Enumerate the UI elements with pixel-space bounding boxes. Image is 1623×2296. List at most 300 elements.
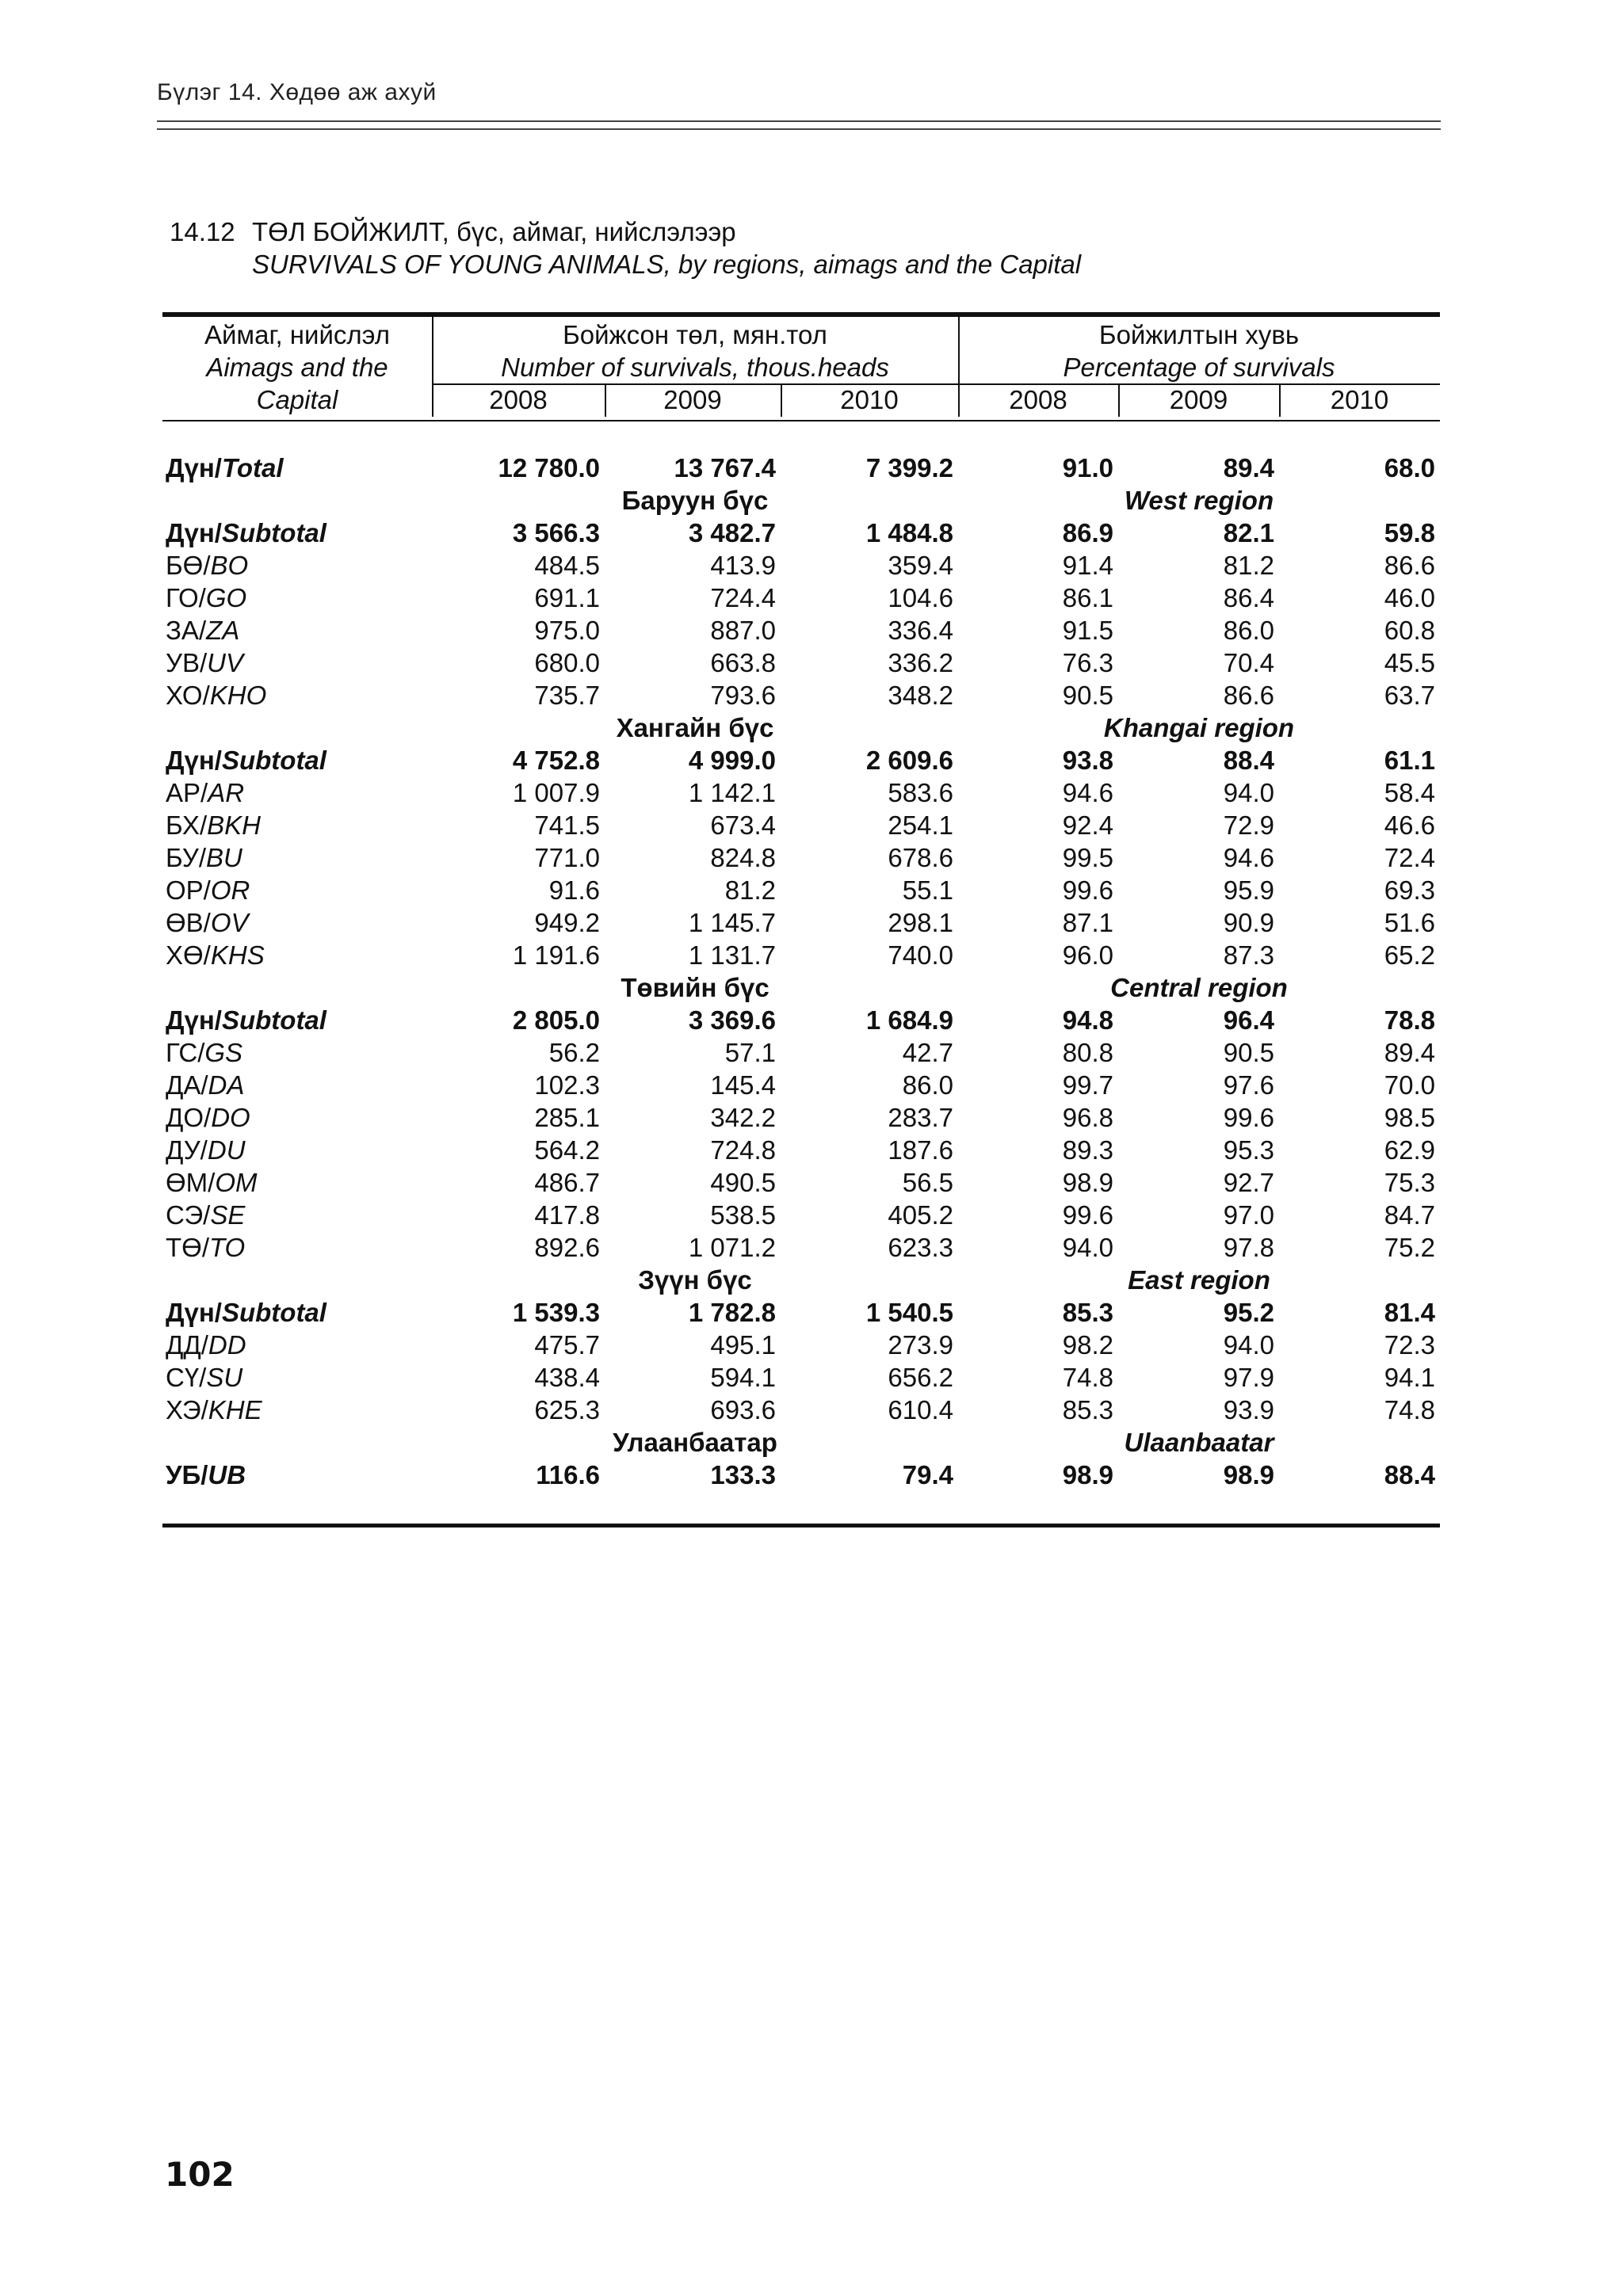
table-row xyxy=(162,1036,1440,1069)
value-cell: 348.2 xyxy=(888,681,953,710)
row-label xyxy=(162,1004,432,1036)
row-label-mn: ДА/ xyxy=(166,1070,208,1100)
value-cell: 663.8 xyxy=(710,648,776,677)
value-cell: 94.6 xyxy=(1223,843,1274,872)
value-cell: 72.3 xyxy=(1384,1330,1435,1360)
value-cell: 1 539.3 xyxy=(512,1298,600,1327)
value-cell: 1 131.7 xyxy=(688,940,776,970)
value-cell: 86.4 xyxy=(1223,583,1274,612)
value-cell: 90.9 xyxy=(1223,908,1274,937)
value-cell: 285.1 xyxy=(534,1103,600,1132)
row-label xyxy=(162,614,432,646)
value-cell: 4 752.8 xyxy=(512,746,600,775)
value-cell: 75.3 xyxy=(1384,1168,1435,1197)
value-cell: 45.5 xyxy=(1384,648,1435,677)
value-cell: 60.8 xyxy=(1384,616,1435,645)
row-label-en: DA xyxy=(208,1070,245,1100)
row-label-mn: ГО/ xyxy=(166,583,206,612)
value-cell: 678.6 xyxy=(888,843,953,872)
row-label xyxy=(162,1394,432,1426)
value-cell: 99.6 xyxy=(1223,1103,1274,1132)
region-name-mn: Баруун бүс xyxy=(621,486,769,515)
year-header: 2009 xyxy=(1169,385,1228,414)
value-cell: 81.4 xyxy=(1384,1298,1435,1327)
row-label-en: UB xyxy=(208,1460,246,1489)
year-header: 2010 xyxy=(1330,385,1389,414)
value-cell: 94.1 xyxy=(1384,1363,1435,1392)
row-label-mn: ХӨ/ xyxy=(166,940,211,970)
value-cell: 417.8 xyxy=(534,1200,600,1230)
table-number: 14.12 xyxy=(170,217,235,246)
value-cell: 58.4 xyxy=(1384,778,1435,807)
value-cell: 273.9 xyxy=(888,1330,953,1360)
value-cell: 1 782.8 xyxy=(688,1298,776,1327)
row-label xyxy=(162,1069,432,1101)
value-cell: 490.5 xyxy=(710,1168,776,1197)
running-head: Бүлэг 14. Хөдөө аж ахуй xyxy=(157,79,437,105)
value-cell: 691.1 xyxy=(534,583,600,612)
value-cell: 495.1 xyxy=(710,1330,776,1360)
value-cell: 484.5 xyxy=(534,551,600,580)
value-cell: 1 007.9 xyxy=(512,778,600,807)
value-cell: 80.8 xyxy=(1062,1038,1113,1067)
stub-mn: Аймаг, нийслэл xyxy=(204,320,391,349)
region-heading-row xyxy=(162,484,1440,517)
year-header: 2008 xyxy=(1009,385,1067,414)
value-cell: 892.6 xyxy=(534,1233,600,1262)
group2-en: Percentage of survivals xyxy=(1063,353,1335,382)
year-header: 2008 xyxy=(489,385,548,414)
row-label-mn: ДД/ xyxy=(166,1330,208,1360)
year-header: 2009 xyxy=(663,385,722,414)
row-label-en: ZA xyxy=(206,616,240,645)
row-label-en: BKH xyxy=(207,810,261,840)
value-cell: 61.1 xyxy=(1384,746,1435,775)
value-cell: 486.7 xyxy=(534,1168,600,1197)
value-cell: 97.9 xyxy=(1223,1363,1274,1392)
row-label xyxy=(162,1296,432,1329)
region-name-en: East region xyxy=(1128,1265,1270,1295)
value-cell: 98.2 xyxy=(1062,1330,1113,1360)
total-row xyxy=(162,452,1440,484)
stub-header xyxy=(162,318,432,416)
row-label-mn: ОР/ xyxy=(166,875,211,905)
empty-cell xyxy=(162,1264,432,1296)
value-cell: 4 999.0 xyxy=(688,746,776,775)
value-cell: 625.3 xyxy=(534,1395,600,1425)
value-cell: 95.3 xyxy=(1223,1135,1274,1165)
value-cell: 187.6 xyxy=(888,1135,953,1165)
row-label-mn: Дүн/ xyxy=(166,453,222,482)
value-cell: 86.6 xyxy=(1223,681,1274,710)
value-cell: 86.0 xyxy=(902,1070,953,1100)
value-cell: 13 767.4 xyxy=(674,453,776,482)
value-cell: 86.6 xyxy=(1384,551,1435,580)
table-row xyxy=(162,582,1440,614)
value-cell: 97.8 xyxy=(1223,1233,1274,1262)
value-cell: 96.8 xyxy=(1062,1103,1113,1132)
value-cell: 99.5 xyxy=(1062,843,1113,872)
table-row xyxy=(162,1231,1440,1264)
value-cell: 1 142.1 xyxy=(688,778,776,807)
row-label-en: KHE xyxy=(208,1395,262,1425)
value-cell: 359.4 xyxy=(888,551,953,580)
value-cell: 51.6 xyxy=(1384,908,1435,937)
value-cell: 254.1 xyxy=(888,810,953,840)
value-cell: 975.0 xyxy=(534,616,600,645)
row-label-mn: УБ/ xyxy=(166,1460,208,1489)
empty-cell xyxy=(162,971,432,1004)
value-cell: 102.3 xyxy=(534,1070,600,1100)
value-cell: 133.3 xyxy=(710,1460,776,1489)
value-cell: 87.3 xyxy=(1223,940,1274,970)
group-header-percentage xyxy=(958,318,1440,383)
value-cell: 735.7 xyxy=(534,681,600,710)
value-cell: 97.0 xyxy=(1223,1200,1274,1230)
value-cell: 99.6 xyxy=(1062,875,1113,905)
value-cell: 673.4 xyxy=(710,810,776,840)
row-label xyxy=(162,1101,432,1134)
subtotal-row xyxy=(162,517,1440,549)
value-cell: 65.2 xyxy=(1384,940,1435,970)
value-cell: 93.9 xyxy=(1223,1395,1274,1425)
table-row xyxy=(162,646,1440,679)
row-label-en: KHS xyxy=(210,940,265,970)
row-label xyxy=(162,1459,432,1491)
value-cell: 104.6 xyxy=(888,583,953,612)
region-name-en: Khangai region xyxy=(1103,713,1295,742)
row-label xyxy=(162,1329,432,1361)
region-name-mn: Зүүн бүс xyxy=(638,1265,752,1295)
value-cell: 89.4 xyxy=(1384,1038,1435,1067)
empty-cell xyxy=(162,484,432,517)
value-cell: 70.0 xyxy=(1384,1070,1435,1100)
table-bottom-rule xyxy=(162,1524,1440,1527)
row-label xyxy=(162,1231,432,1264)
table-body xyxy=(162,452,1440,1491)
value-cell: 92.4 xyxy=(1062,810,1113,840)
row-label-en: SU xyxy=(206,1363,243,1392)
row-label-mn: БХ/ xyxy=(166,810,208,840)
table-row xyxy=(162,1361,1440,1394)
row-label-en: OR xyxy=(210,875,250,905)
region-name-mn: Хангайн бүс xyxy=(616,713,774,742)
value-cell: 69.3 xyxy=(1384,875,1435,905)
row-label-en: DD xyxy=(208,1330,246,1360)
value-cell: 95.9 xyxy=(1223,875,1274,905)
row-label xyxy=(162,1036,432,1069)
data-table xyxy=(162,312,1440,1527)
value-cell: 42.7 xyxy=(902,1038,953,1067)
value-cell: 98.9 xyxy=(1062,1168,1113,1197)
value-cell: 59.8 xyxy=(1384,518,1435,547)
value-cell: 336.4 xyxy=(888,616,953,645)
value-cell: 405.2 xyxy=(888,1200,953,1230)
value-cell: 70.4 xyxy=(1223,648,1274,677)
value-cell: 94.0 xyxy=(1223,1330,1274,1360)
value-cell: 76.3 xyxy=(1062,648,1113,677)
value-cell: 741.5 xyxy=(534,810,600,840)
value-cell: 97.6 xyxy=(1223,1070,1274,1100)
value-cell: 413.9 xyxy=(710,551,776,580)
row-label-en: KHO xyxy=(209,681,267,710)
row-label-en: Subtotal xyxy=(221,746,327,775)
table-row xyxy=(162,939,1440,971)
value-cell: 1 145.7 xyxy=(688,908,776,937)
value-cell: 55.1 xyxy=(902,875,953,905)
value-cell: 949.2 xyxy=(534,908,600,937)
row-label-mn: Дүн/ xyxy=(166,746,222,775)
row-label-en: BO xyxy=(210,551,249,580)
value-cell: 793.6 xyxy=(710,681,776,710)
row-label-mn: БУ/ xyxy=(166,843,207,872)
row-label xyxy=(162,646,432,679)
value-cell: 680.0 xyxy=(534,648,600,677)
value-cell: 91.6 xyxy=(548,875,600,905)
table-row xyxy=(162,1199,1440,1231)
value-cell: 3 566.3 xyxy=(512,518,600,547)
stub-en: Aimags and the xyxy=(206,353,388,382)
region-heading-row xyxy=(162,711,1440,744)
table-row xyxy=(162,1134,1440,1166)
region-name-en: Ulaanbaatar xyxy=(1124,1428,1274,1457)
title-mn: ТӨЛ БОЙЖИЛТ, бүс, аймаг, нийслэлээр xyxy=(252,217,736,246)
row-label-en: Total xyxy=(221,453,284,482)
value-cell: 78.8 xyxy=(1384,1005,1435,1035)
region-name-mn: Төвийн бүс xyxy=(621,973,769,1002)
table-row xyxy=(162,549,1440,582)
value-cell: 98.9 xyxy=(1223,1460,1274,1489)
value-cell: 63.7 xyxy=(1384,681,1435,710)
row-label-mn: Дүн/ xyxy=(166,518,222,547)
value-cell: 93.8 xyxy=(1062,746,1113,775)
row-label-mn: ДУ/ xyxy=(166,1135,208,1165)
value-cell: 90.5 xyxy=(1223,1038,1274,1067)
row-label-en: Subtotal xyxy=(221,1005,327,1035)
row-label-mn: ӨВ/ xyxy=(166,908,211,937)
value-cell: 89.4 xyxy=(1223,453,1274,482)
value-cell: 91.4 xyxy=(1062,551,1113,580)
row-label xyxy=(162,1166,432,1199)
value-cell: 594.1 xyxy=(710,1363,776,1392)
row-label xyxy=(162,776,432,809)
row-label-mn: ТӨ/ xyxy=(166,1233,209,1262)
value-cell: 88.4 xyxy=(1384,1460,1435,1489)
stub-en-2: Capital xyxy=(256,385,338,414)
subtotal-row xyxy=(162,744,1440,776)
value-cell: 82.1 xyxy=(1223,518,1274,547)
empty-cell xyxy=(162,1426,432,1459)
table-row xyxy=(162,1101,1440,1134)
year-header: 2010 xyxy=(840,385,899,414)
value-cell: 98.5 xyxy=(1384,1103,1435,1132)
value-cell: 46.6 xyxy=(1384,810,1435,840)
value-cell: 336.2 xyxy=(888,648,953,677)
table-row xyxy=(162,1069,1440,1101)
table-row xyxy=(162,614,1440,646)
row-label xyxy=(162,582,432,614)
region-heading-row xyxy=(162,971,1440,1004)
row-label-en: BU xyxy=(206,843,242,872)
table-row xyxy=(162,809,1440,841)
row-label-en: OV xyxy=(210,908,249,937)
table-header xyxy=(162,317,1440,414)
row-label xyxy=(162,549,432,582)
value-cell: 438.4 xyxy=(534,1363,600,1392)
value-cell: 87.1 xyxy=(1062,908,1113,937)
row-label-mn: ХЭ/ xyxy=(166,1395,208,1425)
value-cell: 824.8 xyxy=(710,843,776,872)
row-label xyxy=(162,906,432,939)
value-cell: 81.2 xyxy=(1223,551,1274,580)
table-row xyxy=(162,679,1440,711)
value-cell: 1 540.5 xyxy=(865,1298,953,1327)
group1-en: Number of survivals, thous.heads xyxy=(501,353,889,382)
row-label xyxy=(162,1199,432,1231)
value-cell: 693.6 xyxy=(710,1395,776,1425)
header-rule xyxy=(157,128,1441,130)
value-cell: 12 780.0 xyxy=(498,453,600,482)
value-cell: 116.6 xyxy=(536,1460,600,1489)
row-label-en: TO xyxy=(209,1233,246,1262)
row-label xyxy=(162,517,432,549)
value-cell: 74.8 xyxy=(1062,1363,1113,1392)
value-cell: 75.2 xyxy=(1384,1233,1435,1262)
value-cell: 91.5 xyxy=(1062,616,1113,645)
value-cell: 72.9 xyxy=(1223,810,1274,840)
value-cell: 90.5 xyxy=(1062,681,1113,710)
subtotal-row xyxy=(162,1459,1440,1491)
value-cell: 86.1 xyxy=(1062,583,1113,612)
row-label-en: Subtotal xyxy=(221,1298,327,1327)
value-cell: 99.7 xyxy=(1062,1070,1113,1100)
table-row xyxy=(162,1394,1440,1426)
value-cell: 86.0 xyxy=(1223,616,1274,645)
value-cell: 94.6 xyxy=(1062,778,1113,807)
value-cell: 538.5 xyxy=(710,1200,776,1230)
value-cell: 771.0 xyxy=(534,843,600,872)
row-label-mn: СҮ/ xyxy=(166,1363,207,1392)
value-cell: 298.1 xyxy=(888,908,953,937)
value-cell: 89.3 xyxy=(1062,1135,1113,1165)
row-label-mn: ДО/ xyxy=(166,1103,212,1132)
value-cell: 85.3 xyxy=(1062,1298,1113,1327)
row-label-mn: ӨМ/ xyxy=(166,1168,216,1197)
value-cell: 86.9 xyxy=(1062,518,1113,547)
row-label xyxy=(162,841,432,874)
row-label xyxy=(162,1361,432,1394)
value-cell: 145.4 xyxy=(710,1070,776,1100)
row-label xyxy=(162,874,432,906)
row-label-mn: УВ/ xyxy=(166,648,208,677)
row-label-mn: ХО/ xyxy=(166,681,210,710)
value-cell: 2 805.0 xyxy=(512,1005,600,1035)
row-label-en: Subtotal xyxy=(221,518,327,547)
value-cell: 62.9 xyxy=(1384,1135,1435,1165)
value-cell: 98.9 xyxy=(1062,1460,1113,1489)
value-cell: 46.0 xyxy=(1384,583,1435,612)
row-label-mn: СЭ/ xyxy=(166,1200,211,1230)
value-cell: 342.2 xyxy=(710,1103,776,1132)
row-label-mn: АР/ xyxy=(166,778,208,807)
subtotal-row xyxy=(162,1296,1440,1329)
value-cell: 564.2 xyxy=(534,1135,600,1165)
value-cell: 1 484.8 xyxy=(865,518,953,547)
value-cell: 96.4 xyxy=(1223,1005,1274,1035)
value-cell: 94.0 xyxy=(1223,778,1274,807)
row-label-en: DU xyxy=(207,1135,246,1165)
table-row xyxy=(162,874,1440,906)
row-label-en: OM xyxy=(215,1168,258,1197)
value-cell: 740.0 xyxy=(888,940,953,970)
group1-mn: Бойжсон төл, мян.тол xyxy=(563,320,827,349)
value-cell: 72.4 xyxy=(1384,843,1435,872)
value-cell: 2 609.6 xyxy=(865,746,953,775)
group-header-count xyxy=(432,318,958,383)
value-cell: 7 399.2 xyxy=(865,453,953,482)
value-cell: 1 191.6 xyxy=(512,940,600,970)
subtotal-row xyxy=(162,1004,1440,1036)
empty-cell xyxy=(162,711,432,744)
value-cell: 99.6 xyxy=(1062,1200,1113,1230)
region-name-en: Central region xyxy=(1110,973,1288,1002)
row-label xyxy=(162,809,432,841)
row-label-mn: ЗА/ xyxy=(166,616,207,645)
value-cell: 85.3 xyxy=(1062,1395,1113,1425)
value-cell: 88.4 xyxy=(1223,746,1274,775)
region-name-en: West region xyxy=(1124,486,1274,515)
value-cell: 283.7 xyxy=(888,1103,953,1132)
table-row xyxy=(162,776,1440,809)
value-cell: 92.7 xyxy=(1223,1168,1274,1197)
value-cell: 724.4 xyxy=(710,583,776,612)
value-cell: 74.8 xyxy=(1384,1395,1435,1425)
value-cell: 81.2 xyxy=(724,875,776,905)
value-cell: 79.4 xyxy=(902,1460,953,1489)
row-label-en: GS xyxy=(204,1038,243,1067)
table-row xyxy=(162,841,1440,874)
value-cell: 56.2 xyxy=(548,1038,600,1067)
value-cell: 94.8 xyxy=(1062,1005,1113,1035)
row-label-mn: ГС/ xyxy=(166,1038,205,1067)
header-rule xyxy=(157,120,1441,122)
region-heading-row xyxy=(162,1426,1440,1459)
value-cell: 724.8 xyxy=(710,1135,776,1165)
table-row xyxy=(162,906,1440,939)
row-label-en: GO xyxy=(205,583,247,612)
value-cell: 91.0 xyxy=(1062,453,1113,482)
value-cell: 3 369.6 xyxy=(688,1005,776,1035)
row-label-en: DO xyxy=(211,1103,250,1132)
group2-mn: Бойжилтын хувь xyxy=(1098,320,1300,349)
value-cell: 610.4 xyxy=(888,1395,953,1425)
row-label-mn: БӨ/ xyxy=(166,551,211,580)
value-cell: 94.0 xyxy=(1062,1233,1113,1262)
title-mn-line xyxy=(170,215,1081,248)
region-name-mn: Улаанбаатар xyxy=(613,1428,777,1457)
value-cell: 623.3 xyxy=(888,1233,953,1262)
row-label xyxy=(162,744,432,776)
value-cell: 583.6 xyxy=(888,778,953,807)
row-label xyxy=(162,1134,432,1166)
value-cell: 1 684.9 xyxy=(865,1005,953,1035)
value-cell: 56.5 xyxy=(902,1168,953,1197)
value-cell: 656.2 xyxy=(888,1363,953,1392)
row-label xyxy=(162,939,432,971)
table-row xyxy=(162,1329,1440,1361)
row-label-en: AR xyxy=(208,778,245,807)
row-label xyxy=(162,679,432,711)
